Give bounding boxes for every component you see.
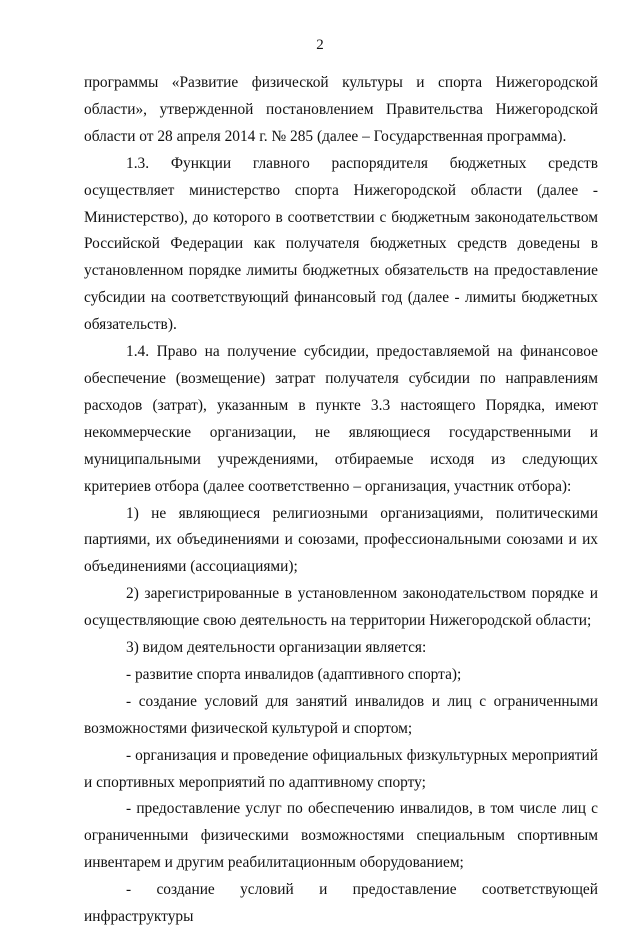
document-body bbox=[84, 70, 598, 931]
paragraph: 1.3. Функции главного распорядителя бюджетных средств осуществляет министерство спорта Нижегородской области (далее - Министерство), до которого в соответствии с бюджетным законодательством Российской Федерации как получателя бюджетных средств доведены в установленном порядке лимиты бюджетных обязательств на предоставление субсидии на соответствующий финансовый год (далее - лимиты бюджетных обязательств). bbox=[84, 154, 598, 334]
paragraph: программы «Развитие физической культуры и спорта Нижегородской области», утвержденной постановлением Правительства Нижегородской области от 28 апреля 2014 г. № 285 (далее – Государственная программа). bbox=[84, 74, 598, 145]
page-number: 2 bbox=[316, 37, 324, 53]
list-item: - предоставление услуг по обеспечению инвалидов, в том числе лиц с ограниченными физическими возможностями специальным спортивным инвентарем и другим реабилитационным оборудованием; bbox=[84, 800, 598, 872]
list-item: 1) не являющиеся религиозными организациями, политическими партиями, их объединениями и союзами, профессиональными союзами и их объединениями (ассоциациями); bbox=[84, 504, 598, 576]
list-item: - создание условий и предоставление соответствующей инфраструктуры bbox=[84, 881, 598, 926]
list-item: - создание условий для занятий инвалидов и лиц с ограниченными возможностями физической культурой и спортом; bbox=[84, 692, 598, 737]
list-item: 3) видом деятельности организации является: bbox=[126, 639, 427, 657]
list-item: 2) зарегистрированные в установленном законодательством порядке и осуществляющие свою деятельность на территории Нижегородской области; bbox=[84, 585, 598, 630]
list-item: - организация и проведение официальных физкультурных мероприятий и спортивных мероприятий по адаптивному спорту; bbox=[84, 746, 598, 791]
list-item: - развитие спорта инвалидов (адаптивного спорта); bbox=[126, 665, 462, 683]
paragraph: 1.4. Право на получение субсидии, предоставляемой на финансовое обеспечение (возмещение) затрат получателя субсидии по направлениям расходов (затрат), указанным в пункте 3.3 настоящего Порядка, имеют некоммерческие организации, не являющиеся государственными и муниципальными учреждениями, отбираемые исходя из следующих критериев отбора (далее соответственно – организация, участник отбора): bbox=[84, 343, 598, 495]
